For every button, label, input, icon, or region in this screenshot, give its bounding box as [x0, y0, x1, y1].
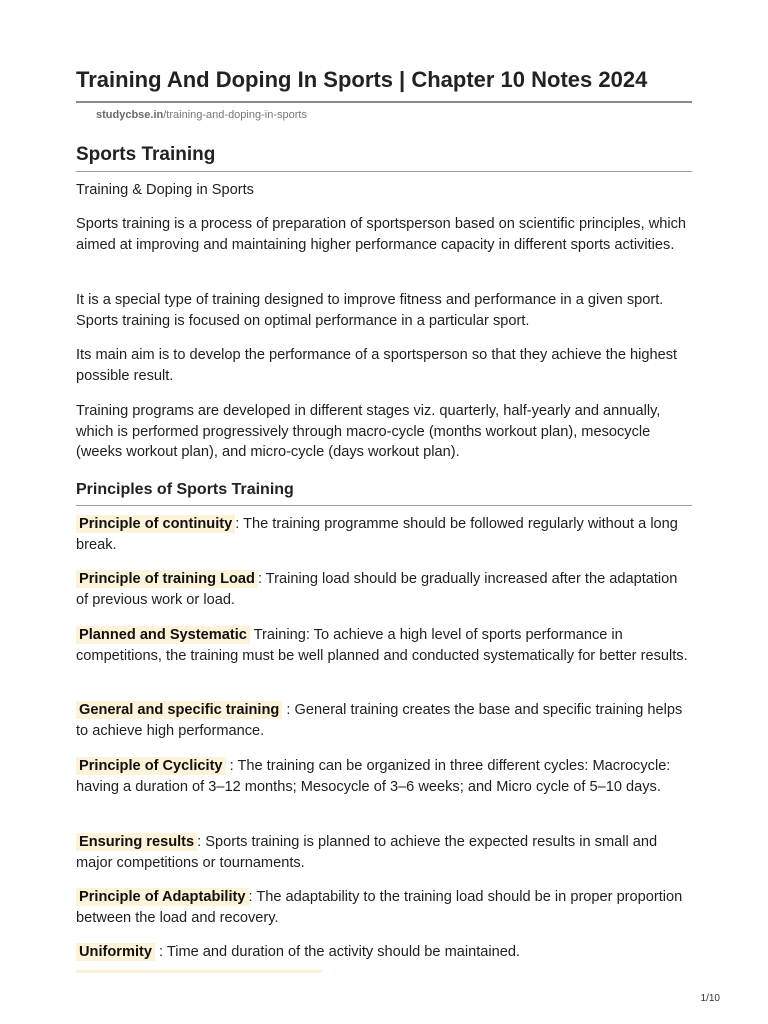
principles-divider	[76, 505, 692, 506]
principle-term: Principle of Adaptability	[76, 888, 249, 906]
principle-item	[76, 887, 692, 928]
principle-term: General and specific training	[76, 701, 282, 719]
principle-text: : Training load should be gradually increased after the adaptation of previous work or load.	[76, 571, 678, 608]
principle-item	[76, 625, 692, 666]
principle-term: Ensuring results	[76, 833, 197, 851]
principle-text: : General training creates the base and specific training helps to achieve high performance.	[76, 702, 683, 739]
paragraph: Sports training is a process of preparation of sportsperson based on scientific principles, which aimed at improving and maintaining higher performance capacity in different sports activities.	[76, 216, 687, 253]
principles-heading: Principles of Sports Training	[76, 481, 294, 498]
principle-text: : The training can be organized in three different cycles: Macrocycle: having a duration of 3–12 months; Mesocycle of 3–6 weeks; and Micro cycle of 5–10 days.	[76, 758, 671, 795]
paragraph: It is a special type of training designed to improve fitness and performance in a given sport. Sports training is focused on optimal performance in a particular sport.	[76, 292, 664, 329]
source-domain[interactable]: studycbse.in	[96, 109, 164, 121]
principle-text: : The adaptability to the training load should be in proper proportion between the load and recovery.	[76, 889, 683, 926]
principle-text: : Sports training is planned to achieve the expected results in small and major competitions or tournaments.	[76, 834, 658, 871]
principle-text: : Time and duration of the activity should be maintained.	[154, 944, 521, 960]
principle-term: Principle of training Load	[76, 570, 258, 588]
principle-term: Uniformity	[76, 943, 155, 961]
principle-text: Training: To achieve a high level of sports performance in competitions, the training must be well planned and conducted systematically for better results.	[76, 627, 688, 664]
principle-term: Principle of Cyclicity	[76, 757, 226, 775]
principle-term: Principle of continuity	[76, 515, 235, 533]
principle-item	[76, 700, 692, 741]
page-number: 1/10	[700, 993, 720, 1004]
paragraph: Its main aim is to develop the performance of a sportsperson so that they achieve the highest possible result.	[76, 347, 678, 384]
section-divider	[76, 171, 692, 172]
source-link[interactable]	[96, 108, 307, 122]
principle-term: Planned and Systematic	[76, 626, 250, 644]
principle-item	[76, 514, 692, 555]
section-intro: Training & Doping in Sports	[76, 182, 254, 198]
title-divider	[76, 101, 692, 103]
document-title: Training And Doping In Sports | Chapter 10 Notes 2024	[76, 67, 648, 92]
principle-item	[76, 942, 692, 963]
principle-item	[76, 832, 692, 873]
principle-item	[76, 756, 692, 797]
paragraph: Training programs are developed in different stages viz. quarterly, half-yearly and annually, which is performed progressively through macro-cycle (months workout plan), mesocycle (weeks workout plan), and micro-cycle (days workout plan).	[76, 403, 661, 460]
section-heading: Sports Training	[76, 144, 216, 165]
principle-item	[76, 569, 692, 610]
source-path[interactable]: /training-and-doping-in-sports	[163, 109, 307, 121]
cut-off-highlight	[76, 970, 322, 973]
principle-text: : The training programme should be followed regularly without a long break.	[76, 516, 678, 553]
